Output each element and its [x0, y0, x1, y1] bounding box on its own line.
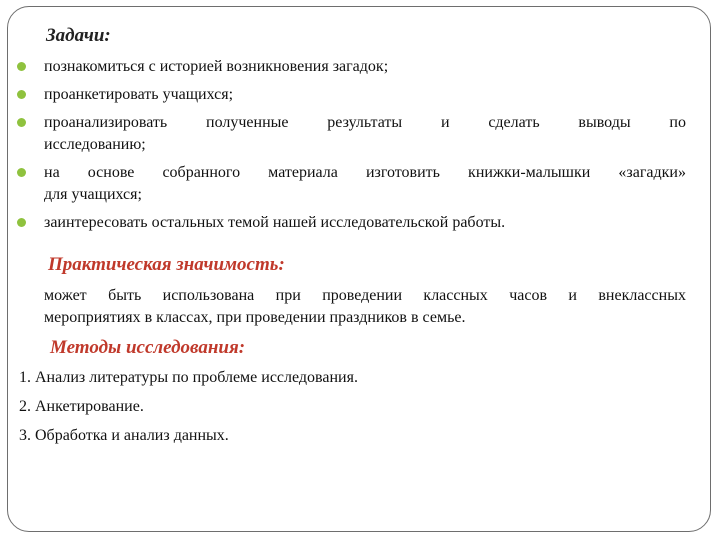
bullet-dot-icon: [17, 218, 26, 227]
method-item: 1. Анализ литературы по проблеме исследования.: [19, 369, 358, 386]
word: изготовить: [365, 164, 440, 181]
task-text: познакомиться с историей возникновения загадок;: [44, 58, 389, 75]
word: внеклассных: [598, 287, 686, 304]
task-item: [14, 56, 686, 78]
word: на: [44, 164, 60, 181]
tasks-list: [14, 56, 686, 240]
task-item: [14, 112, 686, 156]
word: выводы: [578, 114, 631, 131]
methods-list: [19, 367, 679, 454]
word: и: [568, 287, 577, 304]
bullet-dot-icon: [17, 168, 26, 177]
bullet-dot-icon: [17, 118, 26, 127]
task-item: [14, 84, 686, 106]
word: проведении: [322, 287, 403, 304]
practical-line: мероприятиях в классах, при проведении праздников в семье.: [44, 309, 466, 326]
method-item: 3. Обработка и анализ данных.: [19, 427, 229, 444]
word: проанализировать: [44, 114, 168, 131]
word: основе: [87, 164, 135, 181]
word: при: [275, 287, 301, 304]
method-item: 2. Анкетирование.: [19, 398, 144, 415]
task-item: [14, 162, 686, 206]
methods-heading: Методы исследования:: [50, 337, 246, 358]
word: материала: [268, 164, 338, 181]
task-text-line: [44, 112, 686, 134]
word: и: [440, 114, 450, 131]
task-text-line: исследованию;: [44, 136, 146, 153]
word: часов: [509, 287, 547, 304]
task-item: [14, 212, 686, 234]
bullet-dot-icon: [17, 62, 26, 71]
word: может: [44, 287, 87, 304]
word: использована: [162, 287, 255, 304]
word: сделать: [488, 114, 540, 131]
word: полученные: [206, 114, 289, 131]
task-text-line: для учащихся;: [44, 186, 142, 203]
word: быть: [108, 287, 142, 304]
practical-text: [44, 285, 686, 329]
task-text: проанкетировать учащихся;: [44, 86, 234, 103]
word: собранного: [162, 164, 241, 181]
practical-heading: Практическая значимость:: [48, 254, 285, 275]
task-text: заинтересовать остальных темой нашей исследовательской работы.: [44, 214, 506, 231]
word: результаты: [327, 114, 403, 131]
bullet-dot-icon: [17, 90, 26, 99]
word: по: [669, 114, 686, 131]
word: книжки-малышки: [468, 164, 591, 181]
tasks-heading: Задачи:: [46, 25, 111, 46]
word: классных: [423, 287, 488, 304]
practical-line: [44, 285, 686, 307]
task-text-line: [44, 162, 686, 184]
word: «загадки»: [618, 164, 686, 181]
